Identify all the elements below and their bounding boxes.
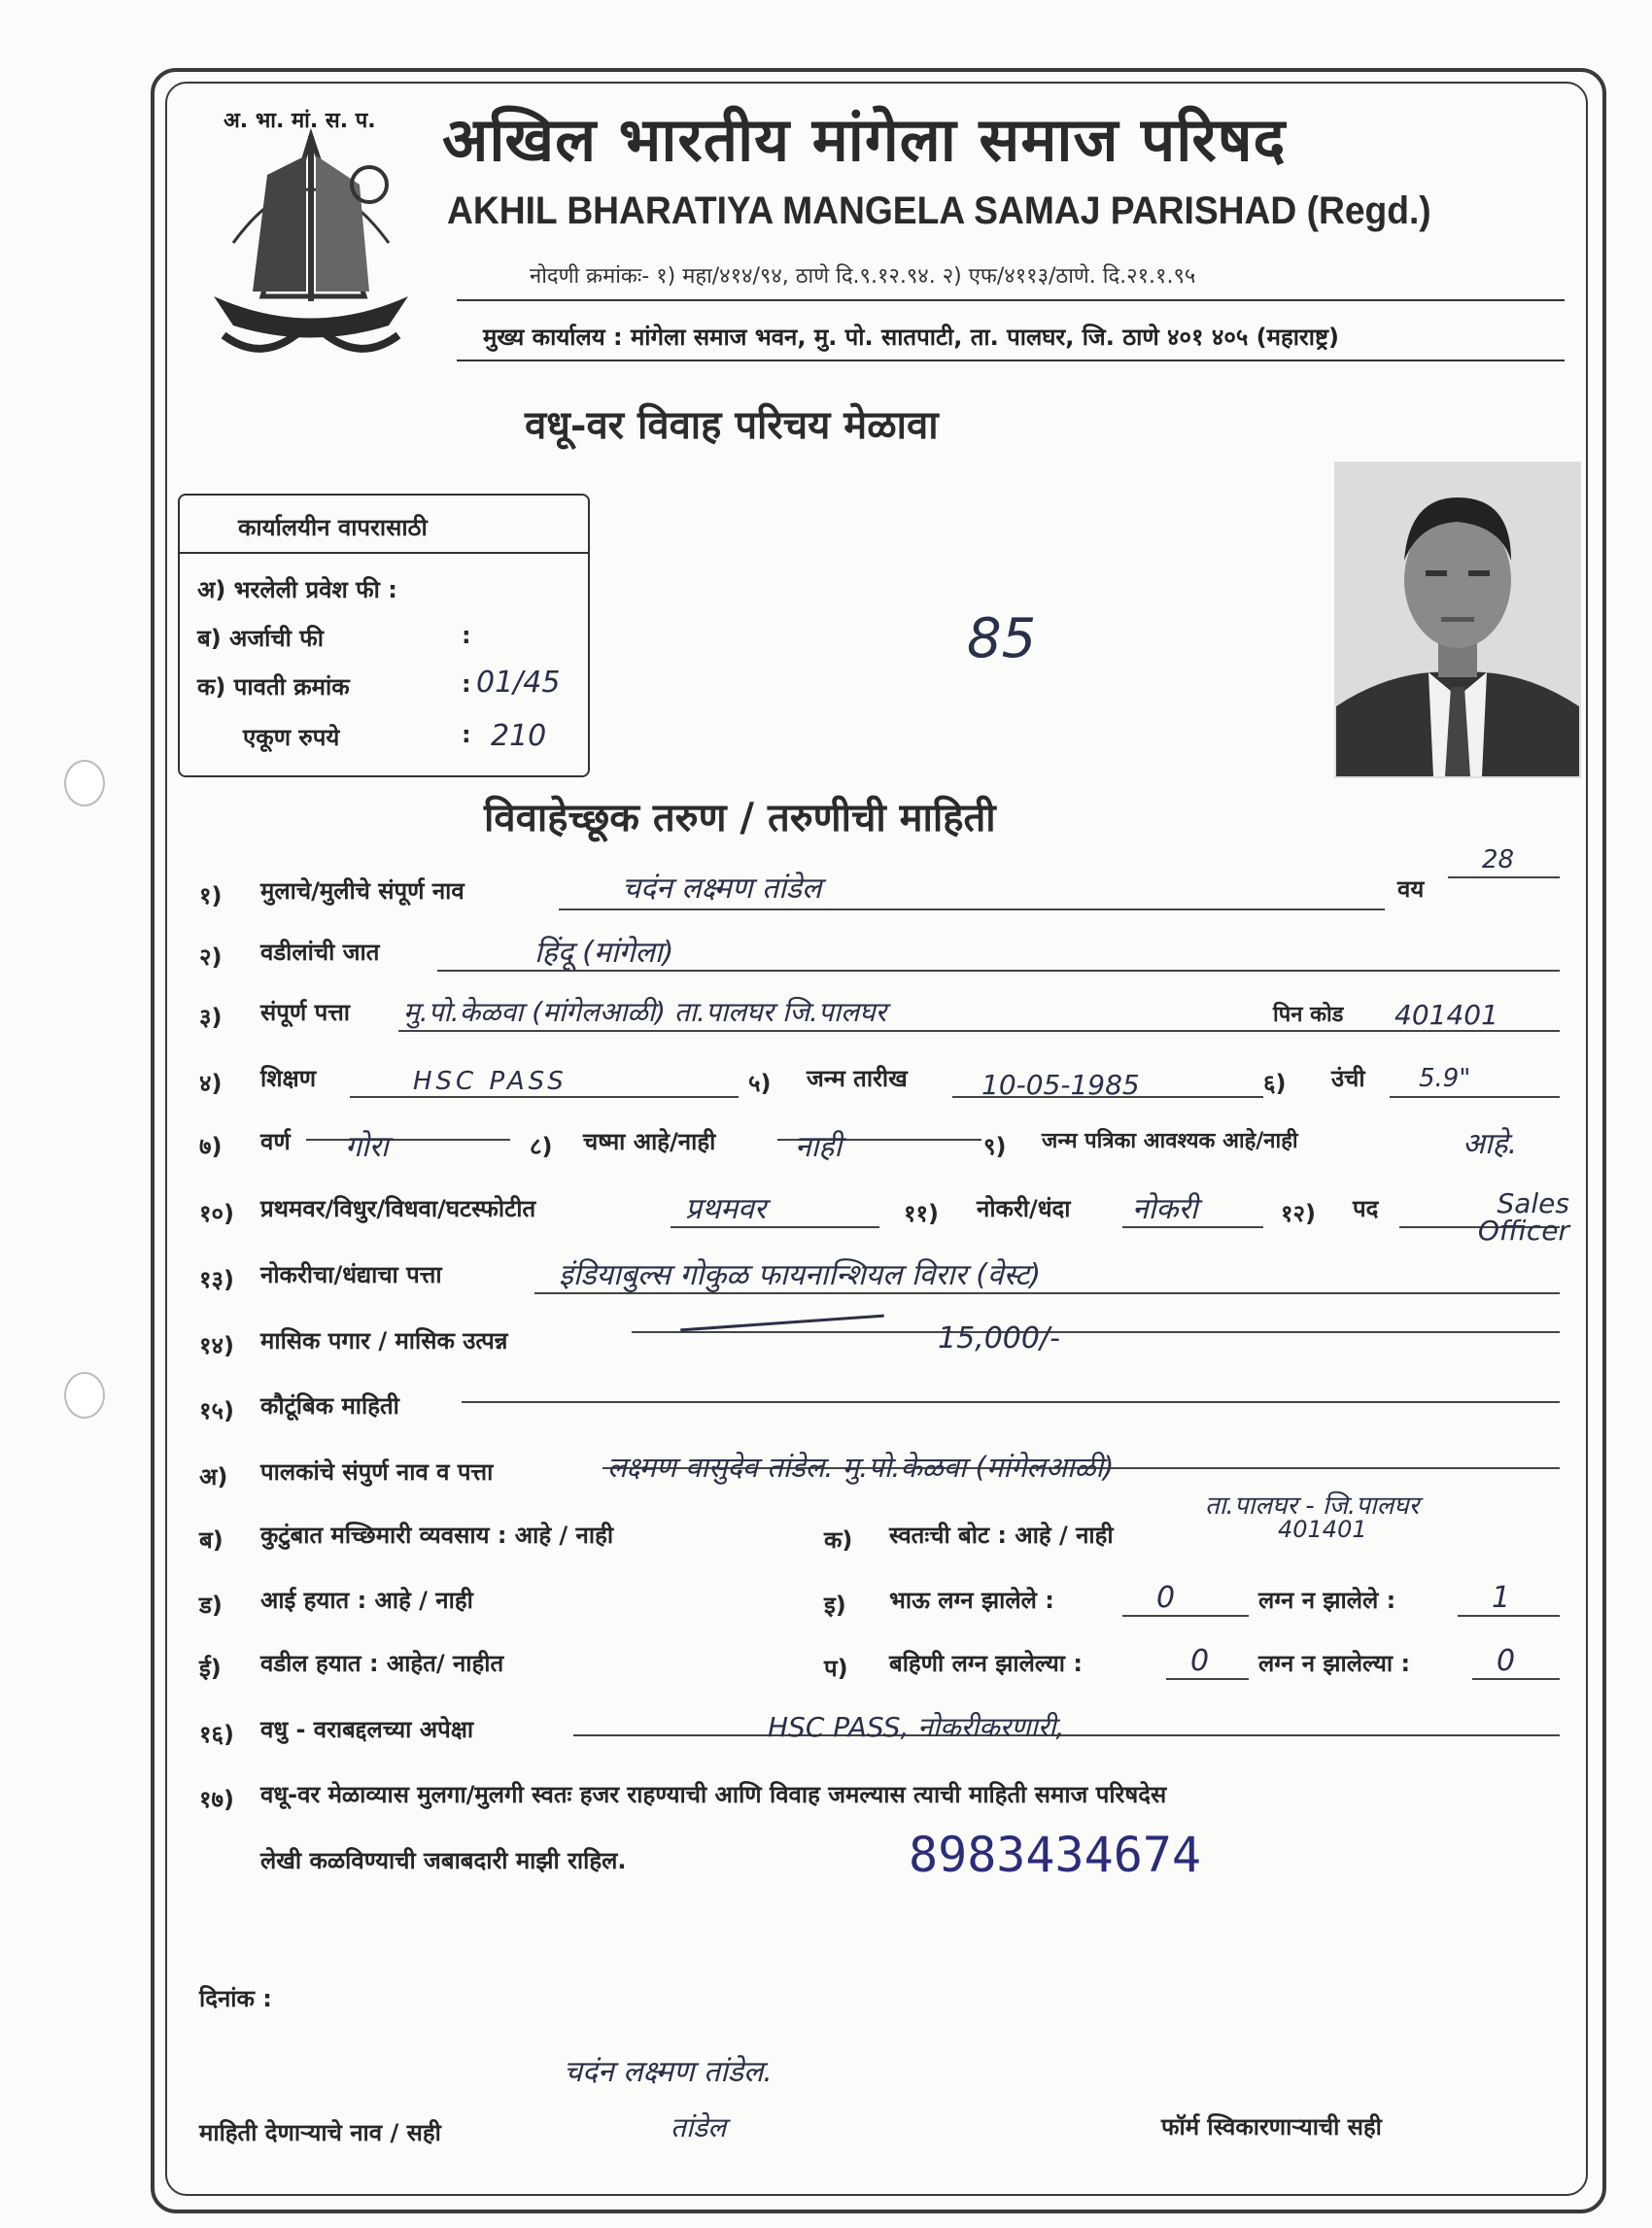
family-info-label: कौटूंबिक माहिती	[260, 1392, 399, 1420]
office-use-box	[178, 494, 590, 777]
informant-signature-label: माहिती देणाऱ्याचे नाव / सही	[199, 2119, 441, 2146]
field-2-number: २)	[199, 943, 223, 971]
header-divider-2	[457, 360, 1565, 361]
field-8-number: ८)	[530, 1133, 553, 1160]
field-1-underline	[559, 908, 1385, 910]
field-2-label: वडीलांची जात	[260, 939, 380, 966]
height-value: 5.9"	[1419, 1064, 1471, 1093]
parent-name-value: लक्ष्मण वासुदेव तांडेल. मु.पो.केळवा (मांगेलआळी)	[607, 1451, 1115, 1484]
dob-value: 10-05-1985	[981, 1069, 1140, 1101]
income-label: मासिक पगार / मासिक उत्पन्न	[260, 1327, 508, 1354]
family-a-number: अ)	[199, 1463, 228, 1491]
work-address-value: इंडियाबुल्स गोकुळ फायनान्शियल विरार (वेस्ट)	[559, 1258, 1042, 1292]
sisters-unmarried-underline	[1472, 1678, 1560, 1680]
sisters-married-underline	[1166, 1678, 1249, 1680]
field-6-number: ६)	[1263, 1070, 1287, 1097]
field-11-number: ११)	[904, 1200, 939, 1227]
parent-address-line2: ता.पालघर - जि.पालघर	[1205, 1491, 1420, 1521]
date-label: दिनांक :	[199, 1985, 272, 2012]
field-10-number: १०)	[199, 1200, 234, 1227]
field-4-label: शिक्षण	[260, 1065, 317, 1092]
header-divider	[457, 299, 1565, 301]
field-5-number: ५)	[748, 1070, 772, 1097]
expectations-label: वधु - वराबद्दलच्या अपेक्षा	[260, 1716, 474, 1743]
office-colon: :	[462, 622, 471, 649]
mother-alive-label: आई हयात : आहे / नाही	[260, 1587, 473, 1614]
office-colon: :	[462, 721, 471, 748]
brothers-unmarried-value: 1	[1492, 1581, 1511, 1615]
field-4-number: ४)	[199, 1070, 223, 1097]
height-label: उंची	[1331, 1065, 1365, 1092]
field-3-underline	[398, 1030, 1560, 1032]
own-boat-label: स्वतःची बोट : आहे / नाही	[889, 1522, 1114, 1549]
punch-hole-bottom	[64, 1372, 105, 1419]
family-ii-number: ई)	[199, 1655, 222, 1682]
phone-number: 8983434674	[909, 1827, 1202, 1883]
horoscope-label: जन्म पत्रिका आवश्यक आहे/नाही	[1042, 1129, 1298, 1153]
office-use-divider	[180, 552, 588, 554]
family-p-number: प)	[824, 1655, 848, 1682]
field-13-number: १३)	[199, 1266, 234, 1293]
fishing-business-label: कुटुंबात मच्छिमारी व्यवसाय : आहे / नाही	[260, 1522, 614, 1549]
complexion-underline	[306, 1139, 510, 1141]
head-office-address: मुख्य कार्यालय : मांगेला समाज भवन, मु. पो. सातपाटी, ता. पालघर, जि. ठाणे ४०१ ४०५ (महाराष्ट्र)	[483, 324, 1339, 351]
complexion-label: वर्ण	[260, 1128, 291, 1155]
height-underline	[1390, 1096, 1560, 1098]
punch-hole-top	[64, 760, 105, 806]
office-entry-fee-label: अ) भरलेली प्रवेश फी :	[197, 576, 397, 603]
field-3-number: ३)	[199, 1004, 223, 1031]
office-receipt-label: क) पावती क्रमांक	[197, 673, 350, 701]
expectations-underline	[573, 1734, 1560, 1736]
expectations-value: HSC PASS, नोकरीकरणारी,	[768, 1711, 1065, 1743]
income-underline	[632, 1331, 1560, 1333]
field-4-underline	[350, 1096, 739, 1098]
sisters-married-label: बहिणी लग्न झालेल्या :	[889, 1650, 1083, 1677]
field-14-number: १४)	[199, 1332, 234, 1359]
registration-number: नोदणी क्रमांकः- १) महा/४१४/९४, ठाणे दि.९.१२.९४. २) एफ/४११३/ठाणे. दि.२१.१.९५	[530, 264, 1196, 289]
signature: तांडेल	[671, 2111, 727, 2143]
office-total-value: 210	[491, 719, 547, 753]
address-value: मु.पो.केळवा (मांगेलआळी) ता.पालघर जि.पालघर	[403, 996, 887, 1028]
field-17-number: १७)	[199, 1786, 234, 1813]
pincode-label: पिन कोड	[1273, 1003, 1344, 1027]
serial-number: 85	[967, 607, 1037, 670]
family-d-number: ड)	[199, 1592, 223, 1619]
family-k-number: क)	[824, 1526, 853, 1554]
event-title: वधू-वर विवाह परिचय मेळावा	[525, 402, 939, 448]
income-value: 15,000/-	[938, 1321, 1060, 1355]
office-use-heading: कार्यालयीन वापरासाठी	[238, 514, 428, 541]
sisters-married-value: 0	[1190, 1644, 1210, 1678]
field-12-number: १२)	[1281, 1200, 1316, 1227]
field-16-number: १६)	[199, 1721, 234, 1748]
brothers-unmarried-label: लग्न न झालेले :	[1258, 1587, 1396, 1614]
logo-letters: अ. भा. मां. स. प.	[224, 109, 376, 133]
field-1-label: मुलाचे/मुलीचे संपूर्ण नाव	[260, 877, 465, 905]
parent-name-label: पालकांचे संपुर्ण नाव व पत्ता	[260, 1458, 494, 1486]
family-b-number: ब)	[199, 1526, 224, 1554]
education-value: HSC PASS	[413, 1067, 568, 1096]
signer-name: चदंन लक्ष्मण तांडेल.	[564, 2055, 773, 2089]
family-i-number: इ)	[824, 1592, 846, 1619]
pincode-value: 401401	[1394, 999, 1498, 1031]
family-info-underline	[462, 1401, 1560, 1403]
full-name-value: चदंन लक्ष्मण तांडेल	[622, 872, 822, 906]
age-label: वय	[1397, 875, 1425, 903]
office-total-label: एकूण रुपये	[243, 724, 340, 751]
marital-status-value: प्रथमवर	[685, 1192, 767, 1226]
brothers-unmarried-underline	[1458, 1615, 1560, 1617]
designation-value: Sales Officer	[1477, 1187, 1569, 1247]
horoscope-value: आहे.	[1463, 1127, 1518, 1161]
field-15-number: १५)	[199, 1397, 234, 1424]
field-9-number: ९)	[983, 1133, 1007, 1160]
sisters-unmarried-label: लग्न न झालेल्या :	[1258, 1650, 1411, 1677]
glasses-value: नाही	[795, 1130, 843, 1164]
field-3-label: संपूर्ण पत्ता	[260, 999, 350, 1026]
occupation-value: नोकरी	[1132, 1192, 1198, 1226]
declaration-line1: वधू-वर मेळाव्यास मुलगा/मुलगी स्वतः हजर राहण्याची आणि विवाह जमल्यास त्याची माहिती समाज परिषदेस	[260, 1781, 1167, 1808]
marital-status-label: प्रथमवर/विधुर/विधवा/घटस्फोटीत	[260, 1195, 536, 1222]
office-receipt-value: 01/45	[476, 666, 561, 700]
designation-label: पद	[1353, 1195, 1379, 1222]
section-title: विवाहेच्छूक तरुण / तरुणीची माहिती	[484, 795, 996, 840]
sisters-unmarried-value: 0	[1497, 1644, 1516, 1678]
caste-value: हिंदू (मांगेला)	[534, 936, 674, 970]
work-address-label: नोकरीचा/धंद्याचा पत्ता	[260, 1261, 442, 1288]
age-underline	[1448, 876, 1560, 878]
brothers-married-value: 0	[1156, 1581, 1176, 1615]
field-1-number: १)	[199, 882, 223, 909]
complexion-value: गोरा	[345, 1130, 389, 1164]
parent-address-pin: 401401	[1278, 1516, 1367, 1543]
office-colon: :	[462, 670, 471, 698]
title-english: AKHIL BHARATIYA MANGELA SAMAJ PARISHAD (Regd.)	[447, 189, 1431, 232]
father-alive-label: वडील हयात : आहेत/ नाहीत	[260, 1650, 504, 1677]
applicant-photo	[1334, 462, 1581, 778]
declaration-line2: लेखी कळविण्याची जबाबदारी माझी राहिल.	[260, 1847, 627, 1874]
glasses-label: चष्मा आहे/नाही	[583, 1128, 716, 1155]
title-marathi: अखिल भारतीय मांगेला समाज परिषद	[442, 104, 1287, 175]
office-application-fee-label: ब) अर्जाची फी	[197, 625, 324, 652]
brothers-married-label: भाऊ लग्न झालेले :	[889, 1587, 1054, 1614]
field-7-number: ७)	[199, 1133, 223, 1160]
brothers-married-underline	[1122, 1615, 1249, 1617]
organization-logo	[194, 97, 428, 360]
occupation-label: नोकरी/धंदा	[977, 1195, 1071, 1222]
dob-label: जन्म तारीख	[807, 1065, 908, 1092]
age-value: 28	[1482, 845, 1515, 874]
receiver-signature-label: फॉर्म स्विकारणाऱ्याची सही	[1161, 2113, 1382, 2141]
